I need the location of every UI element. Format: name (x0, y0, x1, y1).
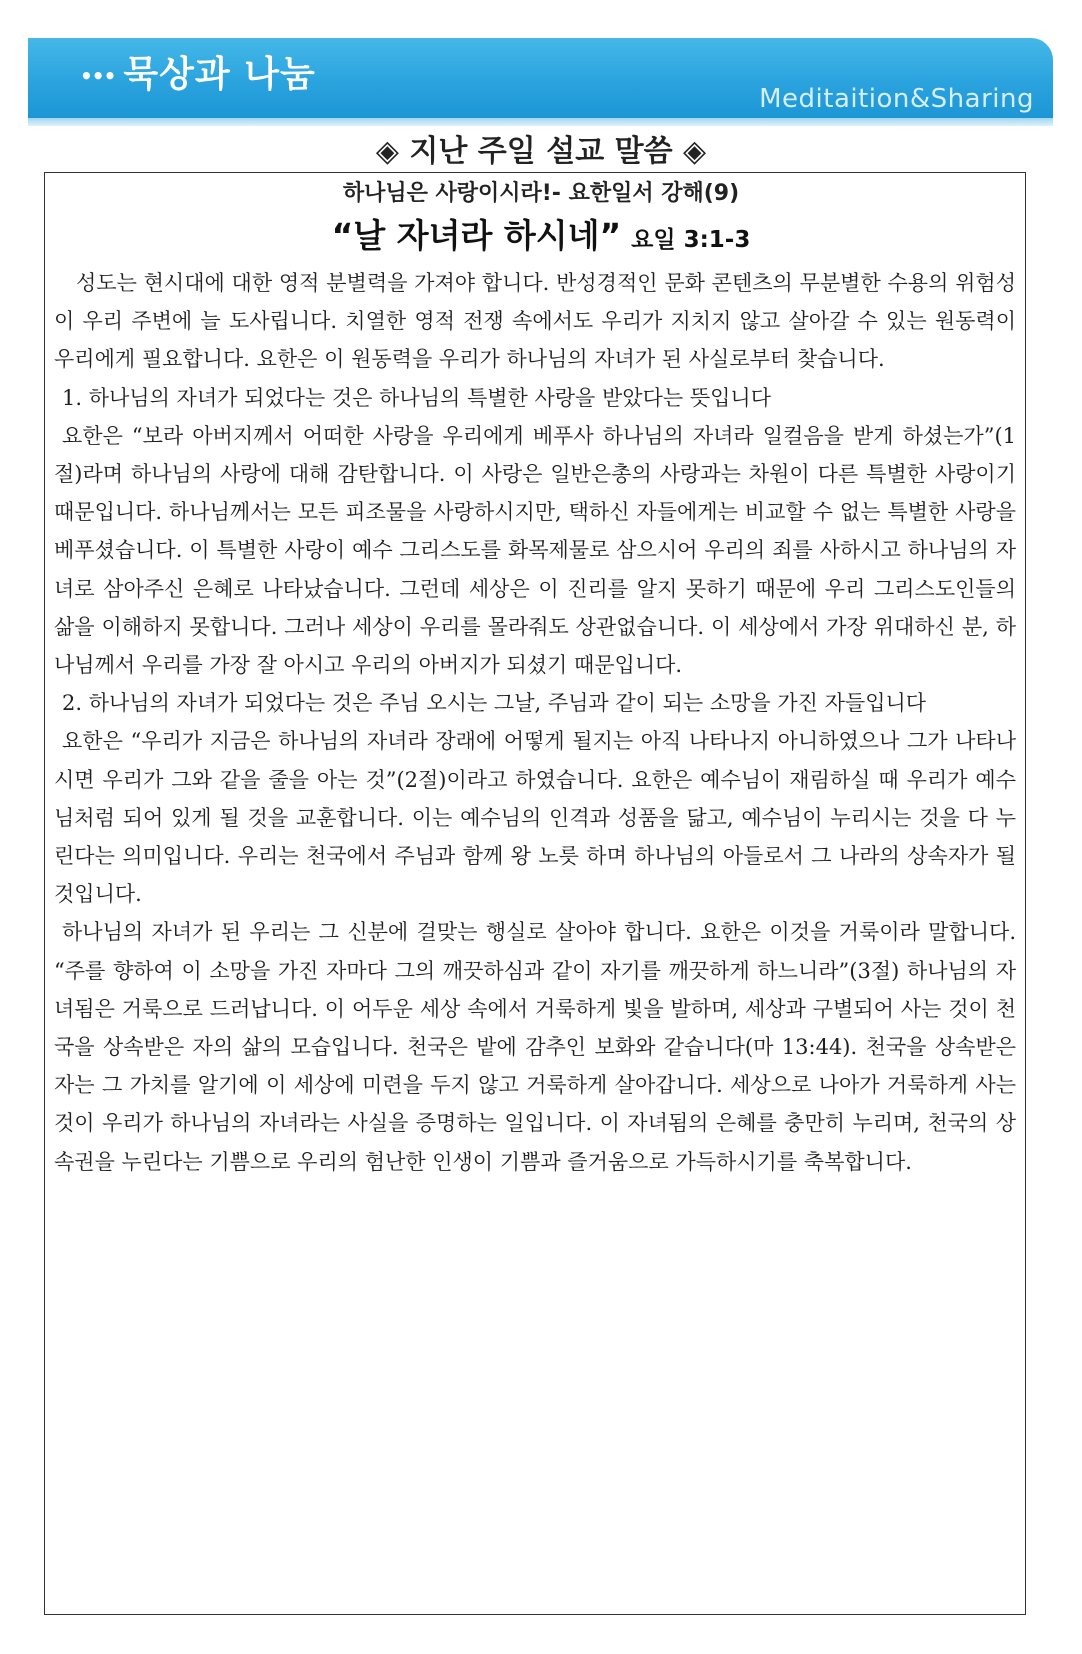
header-title (80, 46, 316, 97)
sermon-series: 하나님은 사랑이시라!- 요한일서 강해(9) (342, 181, 740, 206)
header-banner-underline (28, 118, 1053, 126)
point-1-heading: 1. 하나님의 자녀가 되었다는 것은 하나님의 특별한 사랑을 받았다는 뜻입니다 (62, 385, 771, 410)
section-heading: ◈ 지난 주일 설교 말씀 ◈ (375, 134, 707, 169)
header-subtitle-en: Meditaition&Sharing (759, 84, 1034, 114)
sermon-body (54, 264, 1016, 1181)
point-2-heading: 2. 하나님의 자녀가 되었다는 것은 주님 오시는 그날, 주님과 같이 되는 소망을 가진 자들입니다 (62, 691, 927, 716)
sermon-title: “날 자녀라 하시네” (331, 216, 622, 255)
sermon-title-line (0, 210, 1082, 257)
header-dots: ••• (80, 64, 116, 88)
paragraph-point-1: 요한은 “보라 아버지께서 어떠한 사랑을 우리에게 베푸사 하나님의 자녀라 일컬음을 받게 하셨는가”(1절)라며 하나님의 사랑에 대해 감탄합니다. 이 사랑은 일반은총의 사랑과는 차원이 다른 특별한 사랑이기 때문입니다. 하나님께서는 모든 피조물을 사랑하시지만, 택하신 자들에게는 비교할 수 없는 특별한 사랑을 베푸셨습니다. 이 특별한 사랑이 예수 그리스도를 화목제물로 삼으시어 우리의 죄를 사하시고 하나님의 자녀로 삼아주신 은혜로 나타났습니다. 그런데 세상은 이 진리를 알지 못하기 때문에 우리 그리스도인들의 삶을 이해하지 못합니다. 그러나 세상이 우리를 몰라줘도 상관없습니다. 이 세상에서 가장 위대하신 분, 하나님께서 우리를 가장 잘 아시고 우리의 아버지가 되셨기 때문입니다. (54, 423, 1016, 678)
paragraph-point-2: 요한은 “우리가 지금은 하나님의 자녀라 장래에 어떻게 될지는 아직 나타나지 아니하였으나 그가 나타나시면 우리가 그와 같을 줄을 아는 것”(2절)이라고 하였습니다. 요한은 예수님이 재림하실 때 우리가 예수님처럼 되어 있게 될 것을 교훈합니다. 이는 예수님의 인격과 성품을 닮고, 예수님이 누리시는 것을 다 누린다는 의미입니다. 우리는 천국에서 주님과 함께 왕 노릇 하며 하나님의 아들로서 그 나라의 상속자가 될 것입니다. (54, 729, 1016, 907)
header-title-text: 묵상과 나눔 (123, 54, 316, 95)
paragraph-intro: 성도는 현시대에 대한 영적 분별력을 가져야 합니다. 반성경적인 문화 콘텐츠의 무분별한 수용의 위험성이 우리 주변에 늘 도사립니다. 치열한 영적 전쟁 속에서도 우리가 지치지 않고 살아갈 수 있는 원동력이 우리에게 필요합니다. 요한은 이 원동력을 우리가 하나님의 자녀가 된 사실로부터 찾습니다. (54, 271, 1016, 372)
sermon-reference: 요일 3:1-3 (631, 227, 751, 253)
paragraph-conclusion: 하나님의 자녀가 된 우리는 그 신분에 걸맞는 행실로 살아야 합니다. 요한은 이것을 거룩이라 말합니다. “주를 향하여 이 소망을 가진 자마다 그의 깨끗하심과 같이 자기를 깨끗하게 하느니라”(3절) 하나님의 자녀됨은 거룩으로 드러납니다. 이 어두운 세상 속에서 거룩하게 빛을 발하며, 세상과 구별되어 사는 것이 천국을 상속받은 자의 삶의 모습입니다. 천국은 밭에 감추인 보화와 같습니다(마 13:44). 천국을 상속받은 자는 그 가치를 알기에 이 세상에 미련을 두지 않고 거룩하게 살아갑니다. 세상으로 나아가 거룩하게 사는 것이 우리가 하나님의 자녀라는 사실을 증명하는 일입니다. 이 자녀됨의 은혜를 충만히 누리며, 천국의 상속권을 누린다는 기쁨으로 우리의 험난한 인생이 기쁨과 즐거움으로 가득하시기를 축복합니다. (54, 920, 1016, 1174)
